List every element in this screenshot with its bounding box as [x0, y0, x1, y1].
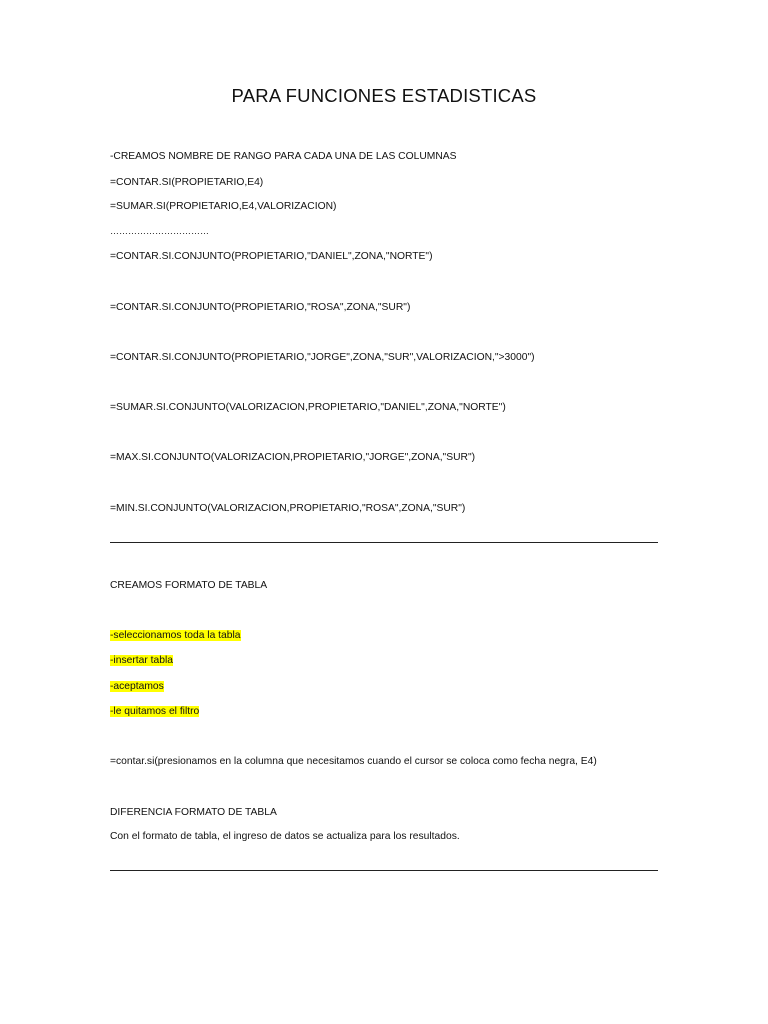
step-item-accept — [110, 681, 164, 692]
formula-note-contar-si: =contar.si(presionamos en la columna que necesitamos cuando el cursor se coloca como fecha negra, E4) — [110, 756, 597, 767]
formula-contar-si-conjunto-daniel: =CONTAR.SI.CONJUNTO(PROPIETARIO,"DANIEL",ZONA,"NORTE") — [110, 251, 433, 262]
horizontal-rule-bottom — [110, 870, 658, 871]
text-line-range-names: -CREAMOS NOMBRE DE RANGO PARA CADA UNA DE LAS COLUMNAS — [110, 151, 457, 162]
formula-min-si-conjunto: =MIN.SI.CONJUNTO(VALORIZACION,PROPIETARIO,"ROSA",ZONA,"SUR") — [110, 503, 466, 514]
step-item-insert-table — [110, 655, 173, 666]
highlighted-text: -aceptamos — [110, 681, 164, 692]
section-heading-formato-tabla: CREAMOS FORMATO DE TABLA — [110, 580, 268, 591]
formula-contar-si-conjunto-rosa: =CONTAR.SI.CONJUNTO(PROPIETARIO,"ROSA",ZONA,"SUR") — [110, 302, 411, 313]
page-title: PARA FUNCIONES ESTADISTICAS — [231, 85, 537, 106]
formula-sumar-si: =SUMAR.SI(PROPIETARIO,E4,VALORIZACION) — [110, 201, 337, 212]
section-heading-diferencia: DIFERENCIA FORMATO DE TABLA — [110, 807, 277, 818]
highlighted-text: -insertar tabla — [110, 655, 173, 666]
formula-max-si-conjunto: =MAX.SI.CONJUNTO(VALORIZACION,PROPIETARIO,"JORGE",ZONA,"SUR") — [110, 452, 476, 463]
highlighted-text: -seleccionamos toda la tabla — [110, 630, 241, 641]
step-item-select-table — [110, 630, 241, 641]
difference-explanation: Con el formato de tabla, el ingreso de datos se actualiza para los resultados. — [110, 831, 460, 842]
horizontal-rule-top — [110, 542, 658, 543]
dotted-separator: …………………………… — [110, 226, 209, 236]
step-item-remove-filter — [110, 706, 199, 717]
highlighted-text: -le quitamos el filtro — [110, 706, 200, 717]
formula-contar-si: =CONTAR.SI(PROPIETARIO,E4) — [110, 177, 264, 188]
formula-contar-si-conjunto-jorge: =CONTAR.SI.CONJUNTO(PROPIETARIO,"JORGE",ZONA,"SUR",VALORIZACION,">3000") — [110, 352, 535, 363]
formula-sumar-si-conjunto: =SUMAR.SI.CONJUNTO(VALORIZACION,PROPIETARIO,"DANIEL",ZONA,"NORTE") — [110, 402, 506, 413]
